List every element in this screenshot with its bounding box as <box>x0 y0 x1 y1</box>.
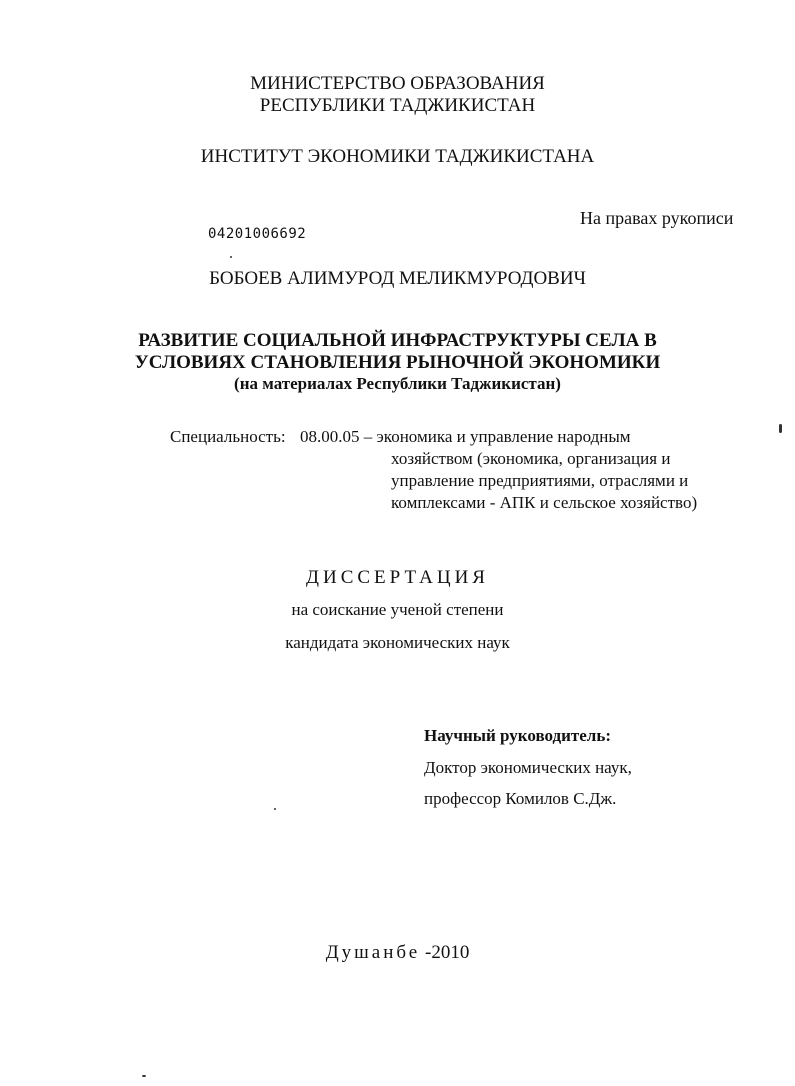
archive-number: 04201006692 <box>208 226 307 242</box>
specialty-label: Специальность: <box>170 427 286 446</box>
footer-year: 2010 <box>431 942 470 963</box>
title-line-2: УСЛОВИЯХ СТАНОВЛЕНИЯ РЫНОЧНОЙ ЭКОНОМИКИ <box>134 352 661 373</box>
ministry-line-1: МИНИСТЕРСТВО ОБРАЗОВАНИЯ <box>250 73 545 94</box>
scan-speck <box>274 808 276 810</box>
manuscript-note: На правах рукописи <box>580 208 734 228</box>
specialty-line-3: управление предприятиями, отраслями и <box>391 471 689 490</box>
title-line-1: РАЗВИТИЕ СОЦИАЛЬНОЙ ИНФРАСТРУКТУРЫ СЕЛА В <box>138 330 657 351</box>
ministry-line-2: РЕСПУБЛИКИ ТАДЖИКИСТАН <box>259 95 536 116</box>
specialty-line-4: комплексами - АПК и сельское хозяйство) <box>391 493 698 512</box>
work-type-line-2: кандидата экономических наук <box>285 633 510 652</box>
scan-mark <box>779 424 782 433</box>
footer-place-year <box>0 942 795 964</box>
author-name: БОБОЕВ АЛИМУРОД МЕЛИКМУРОДОВИЧ <box>209 268 586 289</box>
supervisor-name: профессор Комилов С.Дж. <box>424 789 617 808</box>
supervisor-degree: Доктор экономических наук, <box>424 758 632 777</box>
footer-separator: - <box>424 942 432 963</box>
footer-city: Душанбе <box>325 942 421 963</box>
institute-name: ИНСТИТУТ ЭКОНОМИКИ ТАДЖИКИСТАНА <box>200 146 595 167</box>
specialty-line-2: хозяйством (экономика, организация и <box>391 449 671 468</box>
specialty-code-line: 08.00.05 – экономика и управление народным <box>300 427 631 446</box>
work-type-heading: ДИССЕРТАЦИЯ <box>306 567 489 588</box>
supervisor-label: Научный руководитель: <box>424 726 611 745</box>
work-type-line-1: на соискание ученой степени <box>291 600 504 619</box>
scan-speck <box>142 1075 146 1077</box>
scan-speck <box>230 256 232 258</box>
title-subtitle: (на материалах Республики Таджикистан) <box>234 374 561 393</box>
